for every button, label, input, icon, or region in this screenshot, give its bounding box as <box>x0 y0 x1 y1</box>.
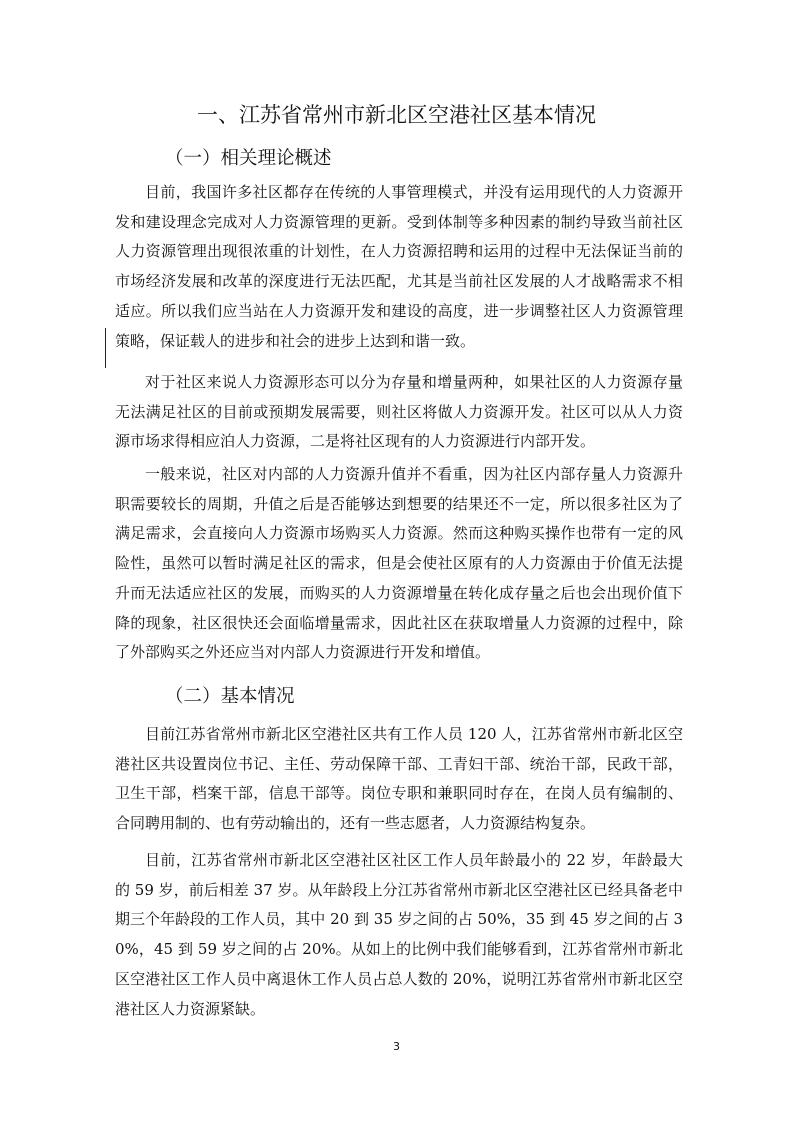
page-number: 3 <box>393 1040 400 1053</box>
text-cursor <box>105 328 106 368</box>
page-title: 一、江苏省常州市新北区空港社区基本情况 <box>197 103 596 127</box>
section-heading-basic: （二）基本情况 <box>165 686 295 707</box>
paragraph-theory-1: 目前，我国许多社区都存在传统的人事管理模式，并没有运用现代的人力资源开发和建设理念完成对人力资源管理的更新。受到体制等多种因素的制约导致当前社区人力资源管理出现很浓重的计划性，在人力资源招聘和运用的过程中无法保证当前的市场经济发展和改革的深度进行无法匹配，尤其是当前社区发展的人才战略需求不相适应。所以我们应当站在人力资源开发和建设的高度，进一步调整社区人力资源管理策略，保证载人的进步和社会的进步上达到和谐一致。 <box>115 183 683 350</box>
paragraph-basic-1: 目前江苏省常州市新北区空港社区共有工作人员 120 人，江苏省常州市新北区空港社区共设置岗位书记、主任、劳动保障干部、工青妇干部、统治干部，民政干部，卫生干部，档案干部，信息干部等。岗位专职和兼职同时存在，在岗人员有编制的、合同聘用制的、也有劳动输出的，还有一些志愿者，人力资源结构复杂。 <box>115 725 683 833</box>
paragraph-theory-3: 一般来说，社区对内部的人力资源升值并不看重，因为社区内部存量人力资源升职需要较长的周期，升值之后是否能够达到想要的结果还不一定，所以很多社区为了满足需求，会直接向人力资源市场购买人力资源。然而这种购买操作也带有一定的风险性，虽然可以暂时满足社区的需求，但是会使社区原有的人力资源由于价值无法提升而无法适应社区的发展，而购买的人力资源增量在转化成存量之后也会出现价值下降的现象，社区很快还会面临增量需求，因此社区在获取增量人力资源的过程中，除了外部购买之外还应当对内部人力资源进行开发和增值。 <box>115 465 683 662</box>
paragraph-theory-2: 对于社区来说人力资源形态可以分为存量和增量两种，如果社区的人力资源存量无法满足社区的目前或预期发展需要，则社区将做人力资源开发。社区可以从人力资源市场求得相应泊人力资源，二是将社区现有的人力资源进行内部开发。 <box>115 373 683 451</box>
section-heading-theory: （一）相关理论概述 <box>165 148 332 169</box>
paragraph-basic-2: 目前，江苏省常州市新北区空港社区社区工作人员年龄最小的 22 岁，年龄最大的 59 岁，前后相差 37 岁。从年龄段上分江苏省常州市新北区空港社区已经具备老中期三个年龄段的工作人员，其中 20 到 35 岁之间的占 50%，35 到 45 岁之间的占 30%，45 到 59 岁之间的占 20%。从如上的比例中我们能够看到，江苏省常州市新北区空港社区工作人员中离退休工作人员占总人数的 20%，说明江苏省常州市新北区空港社区人力资源紧缺。 <box>115 851 683 1018</box>
